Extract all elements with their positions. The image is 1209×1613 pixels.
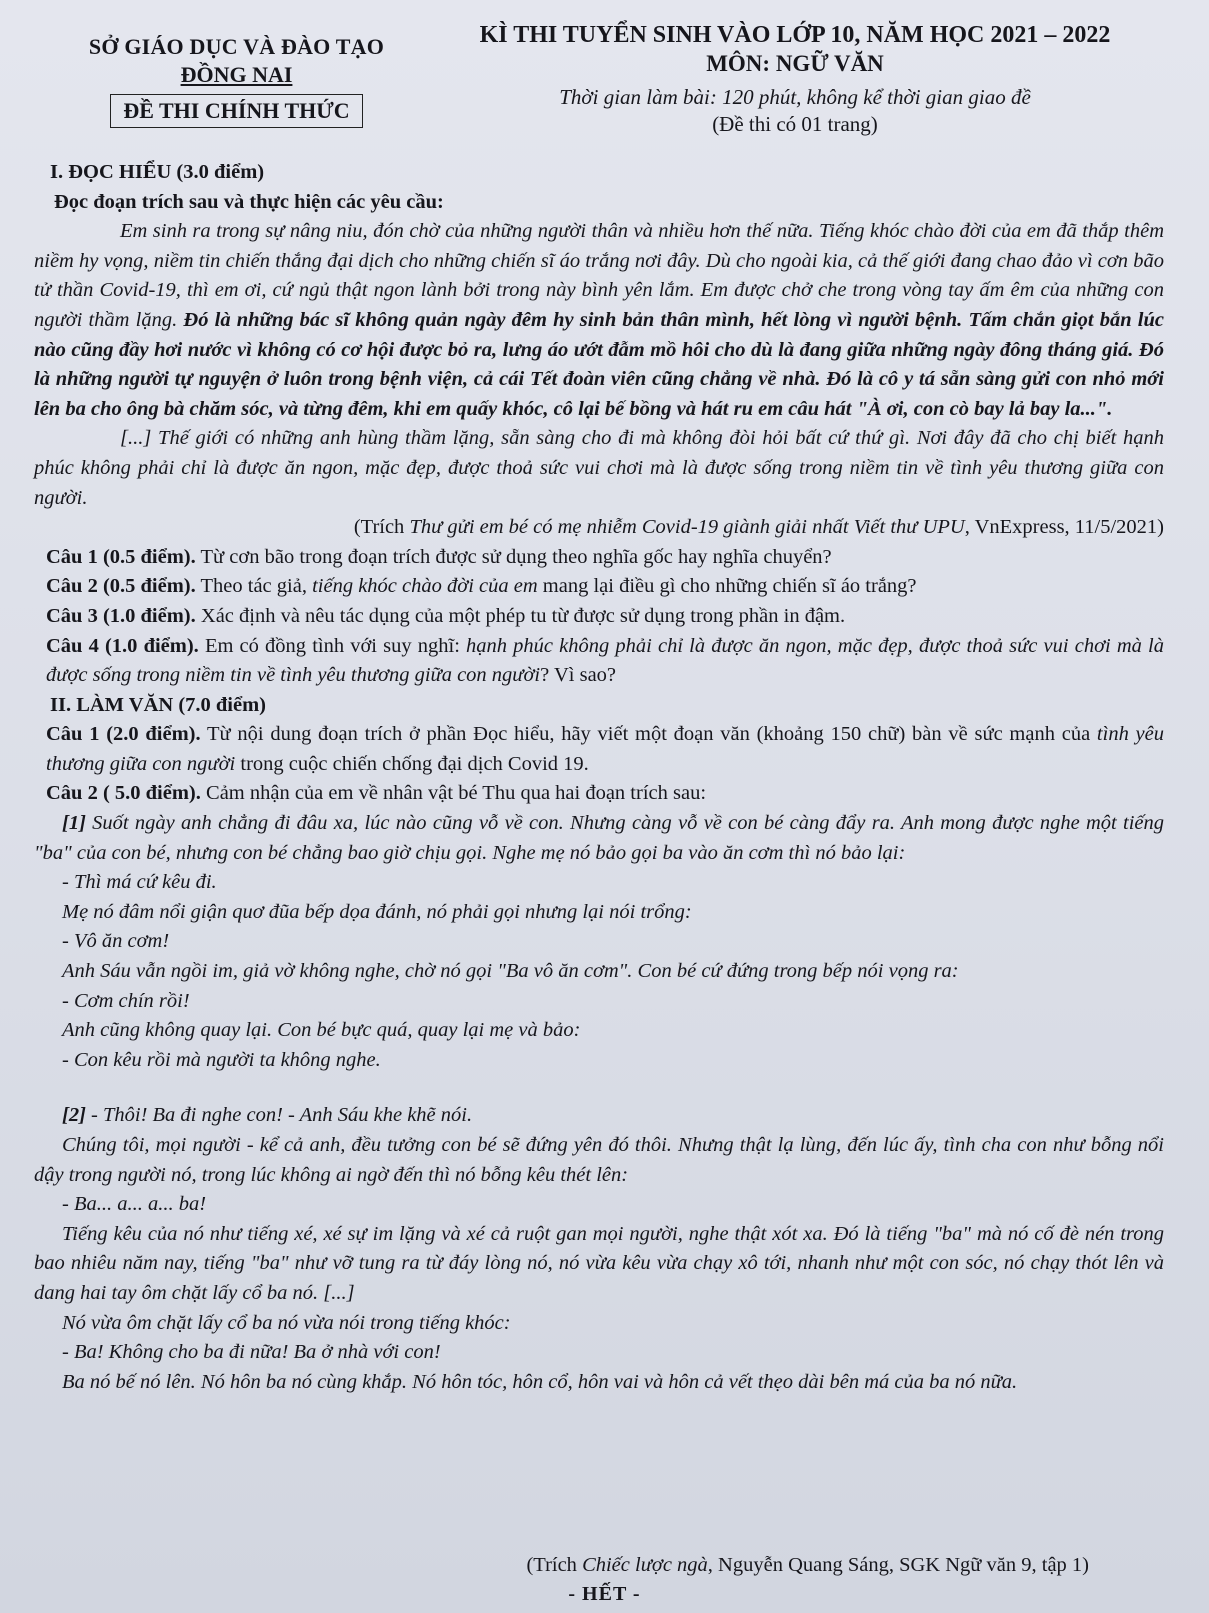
question-quote: hạnh phúc không phải chỉ là được ăn ngon, mặc đẹp, được thoả sức vui chơi mà là được sống trong niềm tin về tình yêu thương giữa con người (46, 634, 1164, 687)
department-name: SỞ GIÁO DỤC VÀ ĐÀO TẠO (88, 34, 385, 59)
excerpt-line: Chúng tôi, mọi người - kể cả anh, đều tưởng con bé sẽ đứng yên đó thôi. Nhưng thật lạ lùng, đến lúc ấy, tình cha con như bỗng nổi dậy trong người nó, trong lúc không ai ngờ đến thì nó bỗng kêu thét lên: (34, 1134, 1164, 1186)
question-text: Cảm nhận của em về nhân vật bé Thu qua hai đoạn trích sau: (200, 782, 707, 805)
question-label: Câu 2 (0.5 điểm). (46, 575, 196, 598)
page-count-note: (Đề thi có 01 trang) (712, 112, 878, 136)
subject-title: MÔN: NGỮ VĂN (706, 51, 884, 76)
header-left (64, 34, 409, 128)
question-text: mang lại điều gì cho những chiến sĩ áo trắng? (537, 575, 917, 598)
cite-suffix: , VnExpress, 11/5/2021) (964, 516, 1164, 539)
excerpt-marker: [1] (62, 812, 86, 835)
part2-title: II. LÀM VĂN (7.0 điểm) (50, 693, 267, 716)
excerpt-line: Nó vừa ôm chặt lấy cổ ba nó vừa nói trong tiếng khóc: (62, 1311, 511, 1334)
question-label: Câu 2 ( 5.0 điểm). (46, 782, 201, 805)
question-text: Em có đồng tình với suy nghĩ: (198, 634, 467, 657)
excerpt-line: - Thì má cứ kêu đi. (62, 871, 217, 894)
excerpt-2 (34, 1101, 1164, 1397)
excerpt-line: Anh cũng không quay lại. Con bé bực quá, quay lại mẹ và bảo: (62, 1019, 581, 1042)
passage-bold: Đó là những bác sĩ không quản ngày đêm hy sinh bản thân mình, hết lòng vì người bệnh. Tấm chắn giọt bắn lúc nào cũng đầy hơi nước vì không có cơ hội được bỏ ra, lưng áo ướt đẫm mồ hôi cho dù là đang giữa những ngày đông tháng giá. Đó là những người tự nguyện ở luôn trong bệnh viện, cả cái Tết đoàn viên cũng chẳng về nhà. Đó là cô y tá sẵn sàng gửi con nhỏ mới lên ba cho ông bà chăm sóc, và từng đêm, khi em quấy khóc, cô lại bế bồng và hát ru em câu hát "À ơi, con cò bay lả bay la...". (34, 308, 1165, 420)
excerpt-line: Anh Sáu vẫn ngồi im, giả vờ không nghe, chờ nó gọi "Ba vô ăn cơm". Con bé cứ đứng trong bếp nói vọng ra: (62, 960, 959, 983)
end-marker: - HẾT - (568, 1583, 641, 1605)
question-3 (46, 602, 1164, 632)
excerpt-line: Ba nó bế nó lên. Nó hôn ba nó cùng khắp. Nó hôn tóc, hôn cổ, hôn vai và hôn cả vết thẹo dài bên má của ba nó nữa. (62, 1370, 1018, 1393)
question-quote: tiếng khóc chào đời của em (312, 575, 538, 598)
reading-passage-1 (34, 217, 1164, 424)
passage-plain: Em sinh ra trong sự nâng niu, đón chờ của những người thân và nhiều hơn thế nữa. Tiếng khóc chào đời của em đã thắp thêm niềm hy vọng, niềm tin chiến thắng đại dịch cho những chiến sĩ áo trắng nơi đây. Dù cho ngoài kia, cả thế giới đang chao đảo vì cơn bão tử thần Covid-19, thì em ơi, cứ ngủ thật ngon lành bởi trong này bình yên lắm. Em được chở che trong vòng tay ấm êm của những con người thầm lặng. (34, 220, 1164, 331)
question-text: ? Vì sao? (540, 664, 617, 687)
cite-title: Chiếc lược ngà (582, 1554, 708, 1576)
part1-title: I. ĐỌC HIỂU (3.0 điểm) (50, 161, 265, 183)
excerpt-text: - Thôi! Ba đi nghe con! - Anh Sáu khe khẽ nói. (85, 1104, 473, 1127)
reading-passage-2: [...] Thế giới có những anh hùng thầm lặng, sẵn sàng cho đi mà không đòi hỏi bất cứ thứ gì. Nơi đây đã cho chị biết hạnh phúc không phải chỉ là được ăn ngon, mặc đẹp, được thoả sức vui chơi mà là được sống trong niềm tin về tình yêu thương giữa con người. (34, 427, 1164, 509)
excerpt-1 (34, 809, 1164, 1075)
excerpt-paragraph (62, 1101, 1164, 1131)
province-name: ĐỒNG NAI (180, 62, 293, 87)
header-right (420, 22, 1170, 137)
excerpt-line: Mẹ nó đâm nổi giận quơ đũa bếp dọa đánh, nó phải gọi nhưng lại nói trổng: (62, 900, 692, 923)
excerpt-line: - Ba... a... a... ba! (62, 1193, 207, 1216)
question-text: Từ nội dung đoạn trích ở phần Đọc hiểu, hãy viết một đoạn văn (khoảng 150 chữ) bàn về sức mạnh của (200, 723, 1097, 746)
cite-title: Thư gửi em bé có mẹ nhiễm Covid-19 giành giải nhất Viết thư UPU (409, 516, 965, 539)
question-text: Theo tác giả, (195, 575, 313, 598)
essay-question-2 (46, 779, 1164, 809)
cite-prefix: (Trích (353, 516, 410, 539)
passage-citation (34, 513, 1164, 543)
part1-instruction: Đọc đoạn trích sau và thực hiện các yêu cầu: (54, 190, 444, 213)
exam-body (34, 158, 1164, 1397)
excerpt-paragraph (34, 809, 1164, 868)
excerpt-citation (526, 1554, 1089, 1577)
excerpt-line: - Ba! Không cho ba đi nữa! Ba ở nhà với con! (62, 1341, 441, 1364)
essay-question-1 (46, 720, 1164, 779)
excerpt-line: Tiếng kêu của nó như tiếng xé, xé sự im lặng và xé cả ruột gan mọi người, nghe thật xót xa. Đó là tiếng "ba" mà nó cố đè nén trong bao nhiêu năm nay, tiếng "ba" như vỡ tung ra từ đáy lòng nó, nó vừa kêu vừa chạy xô tới, nhanh như một con sóc, nó chạy thót lên và dang hai tay ôm chặt lấy cổ ba nó. [...] (34, 1222, 1164, 1304)
question-label: Câu 1 (2.0 điểm). (46, 723, 201, 746)
excerpt-text: Suốt ngày anh chẳng đi đâu xa, lúc nào cũng vỗ về con. Nhưng càng vỗ về con bé càng đẩy ra. Anh mong được nghe một tiếng "ba" của con bé, nhưng con bé chẳng bao giờ chịu gọi. Nghe mẹ nó bảo gọi ba vào ăn cơm thì nó bảo lại: (34, 812, 1164, 864)
time-note: Thời gian làm bài: 120 phút, không kể thời gian giao đề (559, 85, 1031, 109)
question-4 (46, 632, 1164, 691)
question-label: Câu 3 (1.0 điểm). (46, 604, 196, 627)
excerpt-line: - Cơm chín rồi! (62, 989, 190, 1012)
exam-title: KÌ THI TUYỂN SINH VÀO LỚP 10, NĂM HỌC 2021 – 2022 (479, 22, 1111, 48)
question-text: Từ cơn bão trong đoạn trích được sử dụng theo nghĩa gốc hay nghĩa chuyển? (195, 545, 832, 568)
question-1 (46, 543, 1164, 573)
question-quote: tình yêu thương giữa con người (46, 723, 1165, 775)
excerpt-line: - Vô ăn cơm! (62, 930, 170, 953)
excerpt-marker: [2] (62, 1104, 86, 1127)
question-text: trong cuộc chiến chống đại dịch Covid 19. (235, 752, 589, 775)
question-text: Xác định và nêu tác dụng của một phép tu từ được sử dụng trong phần in đậm. (195, 604, 846, 627)
question-label: Câu 1 (0.5 điểm). (46, 545, 196, 568)
official-badge: ĐỀ THI CHÍNH THỨC (110, 94, 362, 128)
question-2 (46, 572, 1164, 602)
cite-suffix: , Nguyễn Quang Sáng, SGK Ngữ văn 9, tập 1) (707, 1554, 1089, 1576)
excerpt-line: - Con kêu rồi mà người ta không nghe. (62, 1048, 381, 1071)
question-label: Câu 4 (1.0 điểm). (46, 634, 199, 657)
cite-prefix: (Trích (526, 1554, 583, 1576)
